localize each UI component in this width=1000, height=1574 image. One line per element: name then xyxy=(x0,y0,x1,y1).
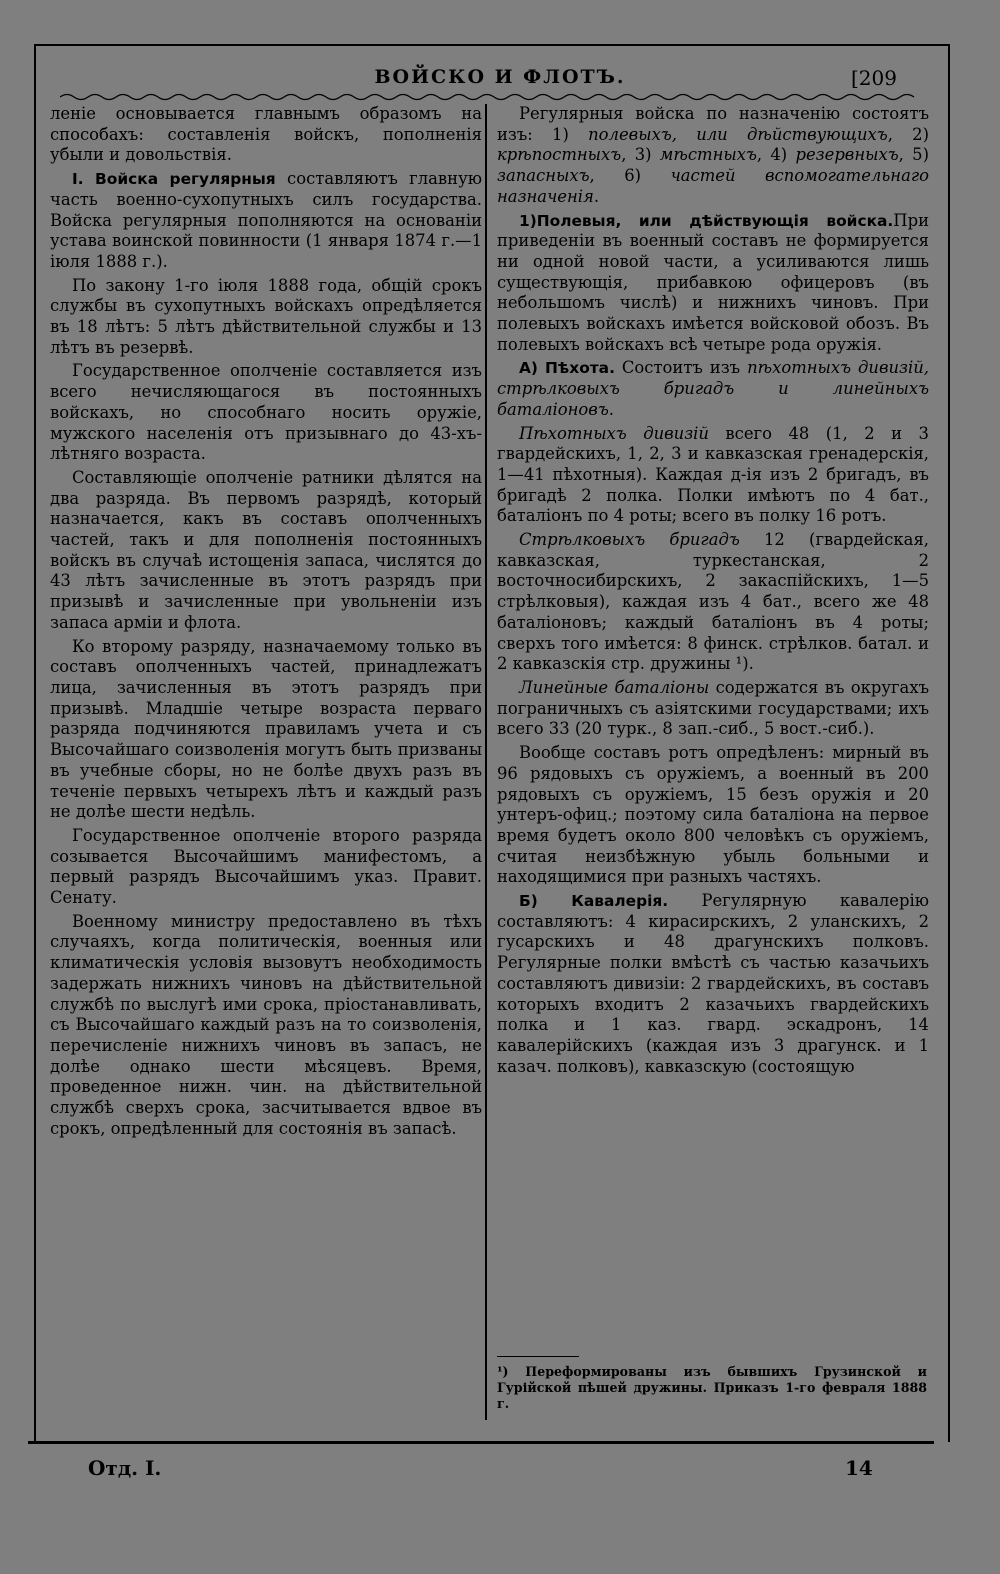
paragraph: По закону 1-го іюля 1888 года, общій срокъ службы въ сухопутныхъ войскахъ опредѣляется въ 18 лѣтъ: 5 лѣтъ дѣйствительной службы и 13 лѣтъ въ резервѣ. xyxy=(50,275,482,357)
signature-number: 14 xyxy=(845,1456,873,1480)
paragraph: леніе основывается главнымъ образомъ на способахъ: составленія войскъ, пополненія убыли и довольствія. xyxy=(50,104,482,165)
paragraph: Ко второму разряду, назначаемому только въ составъ ополченныхъ частей, принадлежатъ лица, зачисленныя въ этотъ разрядъ при призывѣ. Младшіе четыре возраста перваго разряда подчиняются правиламъ учета и съ Высочайшаго соизволенія могутъ быть призваны въ учебные сборы, но не болѣе двухъ разъ въ теченіе первыхъ четырехъ лѣтъ и каждый разъ не долѣе шести недѣль. xyxy=(50,636,482,822)
right-column xyxy=(497,104,929,1077)
paragraph: Стрѣлковыхъ бригадъ 12 (гвардейская, кавказская, туркестанская, 2 восточносибирскихъ, 2 закаспійскихъ, 1—5 стрѣлковыя), каждая изъ 4 бат., всего же 48 баталіоновъ; каждый баталіонъ въ 4 роты; сверхъ того имѣется: 8 финск. стрѣлков. батал. и 2 кавказскія стр. дружины ¹). xyxy=(497,530,929,674)
paragraph: Пѣхотныхъ дивизій всего 48 (1, 2 и 3 гвардейскихъ, 1, 2, 3 и кавказская гренадерскія, 1—41 пѣхотныя). Каждая д-ія изъ 2 бригадъ, въ бригадѣ 2 полка. Полки имѣютъ по 4 бат., баталіонъ по 4 роты; всего въ полку 16 ротъ. xyxy=(497,423,929,526)
paragraph: Военному министру предоставлено въ тѣхъ случаяхъ, когда политическія, военныя или климатическія условія вызовутъ необходимость задержать нижнихъ чиновъ на дѣйствительной службѣ по выслугѣ ими срока, пріостанавливать, съ Высочайшаго каждый разъ на то соизволенія, перечисленіе нижнихъ чиновъ въ запасъ, не долѣе однако шести мѣсяцевъ. Время, проведенное нижн. чин. на дѣйствительной службѣ сверхъ срока, засчитывается вдвое въ срокъ, опредѣленный для состоянія въ запасѣ. xyxy=(50,911,482,1138)
left-column xyxy=(50,104,482,1139)
footnote-rule xyxy=(497,1356,579,1357)
footnote: ¹) Переформированы изъ бывшихъ Грузинской и Гурійской пѣшей дружины. Приказъ 1-го февраля 1888 г. xyxy=(497,1364,927,1411)
column-divider xyxy=(485,104,487,1420)
paragraph: I. Войска регулярныя составляютъ главную часть военно-сухопутныхъ силъ государства. Войска регулярныя пополняются на основаніи устава воинской повинности (1 января 1874 г.—1 іюля 1888 г.). xyxy=(50,169,483,271)
paragraph: Государственное ополченіе составляется изъ всего нечисляющагося въ постоянныхъ войскахъ, но способнаго носить оружіе, мужского населенія отъ призывнаго до 43-хъ-лѣтняго возраста. xyxy=(50,361,482,464)
bottom-rule xyxy=(28,1441,934,1444)
paragraph: Линейные баталіоны содержатся въ округахъ пограничныхъ съ азіятскими государствами; ихъ всего 33 (20 турк., 8 зап.-сиб., 5 вост.-сиб.). xyxy=(497,677,929,739)
paragraph: Государственное ополченіе второго разряда созывается Высочайшимъ манифестомъ, а первый разрядъ Высочайшимъ указ. Правит. Сенату. xyxy=(50,825,482,908)
running-head-page-number: [209 xyxy=(851,66,897,90)
paragraph: Б) Кавалерія. Регулярную кавалерію составляютъ: 4 кирасирскихъ, 2 уланскихъ, 2 гусарскихъ и 48 драгунскихъ полковъ. Регулярные полки вмѣстѣ съ частью казачьихъ составляютъ дивизіи: 2 гвардейскихъ, въ составъ которыхъ входитъ 2 казачьихъ гвардейскихъ полка и 1 каз. гвард. эскадронъ, 14 кавалерійскихъ (каждая изъ 3 драгунск. и 1 казач. полковъ), кавказскую (состоящую xyxy=(497,891,929,1076)
paragraph: А) Пѣхота. Состоитъ изъ пѣхотныхъ дивизій, стрѣлковыхъ бригадъ и линейныхъ баталіоновъ. xyxy=(497,358,930,419)
section-marker: Отд. I. xyxy=(88,1456,162,1480)
running-head-title: ВОЙСКО И ФЛОТЪ. xyxy=(374,66,626,88)
wavy-ornament-divider xyxy=(60,92,920,102)
paragraph: Составляющіе ополченіе ратники дѣлятся на два разряда. Въ первомъ разрядѣ, который назначается, какъ въ составъ ополченныхъ частей, такъ и для пополненія постоянныхъ войскъ въ случаѣ истощенія запаса, числятся до 43 лѣтъ зачисленные въ этотъ разрядъ при призывѣ и зачисленные при увольненіи изъ запаса арміи и флота. xyxy=(50,467,482,632)
paragraph: 1)Полевыя, или дѣйствующія войска.При приведеніи въ военный составъ не формируется ни одной новой части, а усиливаются лишь существующія, прибавкою офицеровъ (въ небольшомъ числѣ) и нижнихъ чиновъ. При полевыхъ войскахъ имѣется войсковой обозъ. Въ полевыхъ войскахъ всѣ четыре рода оружія. xyxy=(497,210,929,354)
paragraph: Регулярныя войска по назначенію состоятъ изъ: 1) полевыхъ, или дѣйствующихъ, 2) крѣпостныхъ, 3) мѣстныхъ, 4) резервныхъ, 5) запасныхъ, 6) частей вспомогательнаго назначенія. xyxy=(497,104,929,206)
paragraph: Вообще составъ ротъ опредѣленъ: мирный въ 96 рядовыхъ съ оружіемъ, а военный въ 200 рядовыхъ съ оружіемъ, 15 безъ оружія и 20 унтеръ-офиц.; поэтому сила баталіона на первое время будетъ около 800 человѣкъ съ оружіемъ, считая неизбѣжную убыль больными и находящимися при разныхъ частяхъ. xyxy=(497,743,929,887)
